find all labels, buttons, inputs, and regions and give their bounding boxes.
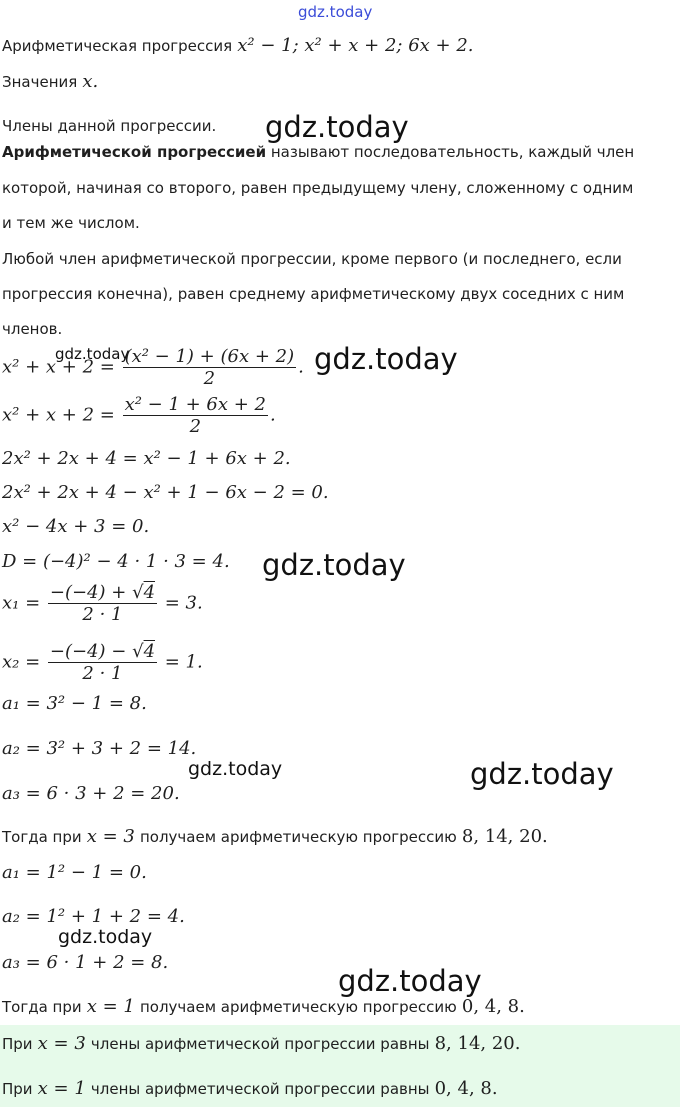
step-2-end: . <box>270 404 276 426</box>
case-1-line <box>2 826 548 847</box>
case-1-text-1: Тогда при <box>2 828 82 846</box>
answer-line-1 <box>2 1033 520 1054</box>
case-2-line <box>2 996 525 1017</box>
definition-term: Арифметической прогрессией <box>2 143 267 161</box>
fraction-denominator: 2 <box>123 415 268 437</box>
definition-line-2: которой, начиная со второго, равен предыдущему члену, сложенному с одним <box>2 179 634 197</box>
fraction-numerator <box>48 582 157 603</box>
watermark-top: gdz.today <box>298 3 373 21</box>
watermark: gdz.today <box>338 964 482 998</box>
case-2-text-1: Тогда при <box>2 998 82 1016</box>
step-3: 2x² + 2x + 4 = x² − 1 + 6x + 2. <box>2 448 291 469</box>
fraction-denominator: 2 · 1 <box>48 662 157 684</box>
watermark: gdz.today <box>58 926 153 948</box>
find-line-1 <box>2 71 98 92</box>
definition-line-1 <box>2 143 634 161</box>
answer-1-text-2: члены арифметической прогрессии равны <box>90 1035 430 1053</box>
step-8-rhs: = 1. <box>164 651 203 673</box>
step-2-lhs: x² + x + 2 = <box>2 404 115 426</box>
fraction-numerator <box>48 641 157 662</box>
answer-1-text-1: При <box>2 1035 33 1053</box>
given-formula: x² − 1; x² + x + 2; 6x + 2. <box>237 35 474 56</box>
definition-rest: называют последовательность, каждый член <box>270 143 635 161</box>
step-7 <box>2 582 203 625</box>
step-10: a₂ = 3² + 3 + 2 = 14. <box>2 738 197 759</box>
step-6: D = (−4)² − 4 · 1 · 3 = 4. <box>2 551 230 572</box>
step-7-fraction <box>48 582 157 625</box>
fraction-denominator: 2 <box>123 367 297 389</box>
find-var: x. <box>82 71 99 92</box>
watermark: gdz.today <box>55 345 130 363</box>
given-prefix: Арифметическая прогрессия <box>2 37 233 55</box>
watermark: gdz.today <box>470 757 614 791</box>
watermark: gdz.today <box>188 758 283 780</box>
step-11: a₃ = 6 · 3 + 2 = 20. <box>2 783 180 804</box>
step-4: 2x² + 2x + 4 − x² + 1 − 6x − 2 = 0. <box>2 482 329 503</box>
step-5: x² − 4x + 3 = 0. <box>2 516 150 537</box>
fraction-denominator: 2 · 1 <box>48 603 157 625</box>
step-1-lhs: x² + x + 2 = <box>2 356 115 378</box>
numerator-part: −(−4) + √ <box>49 582 144 603</box>
fraction-numerator: x² − 1 + 6x + 2 <box>124 394 267 415</box>
answer-2-sequence: 0, 4, 8. <box>434 1078 498 1099</box>
watermark: gdz.today <box>265 110 409 144</box>
fraction-numerator: (x² − 1) + (6x + 2) <box>124 346 295 367</box>
radicand: 4 <box>143 641 156 662</box>
case-2-sequence: 0, 4, 8. <box>461 996 525 1017</box>
step-7-rhs: = 3. <box>164 592 203 614</box>
step-7-lhs: x₁ = <box>2 592 41 614</box>
case-1-sequence: 8, 14, 20. <box>461 826 548 847</box>
step-1 <box>2 346 304 389</box>
case-1-condition: x = 3 <box>86 826 135 847</box>
step-8 <box>2 641 203 684</box>
property-line-3: членов. <box>2 320 63 338</box>
given-line <box>2 35 474 56</box>
watermark: gdz.today <box>314 342 458 376</box>
case-2-text-2: получаем арифметическую прогрессию <box>139 998 457 1016</box>
case-1-text-2: получаем арифметическую прогрессию <box>139 828 457 846</box>
radicand: 4 <box>143 582 156 603</box>
answer-1-condition: x = 3 <box>37 1033 86 1054</box>
step-1-fraction <box>123 346 297 389</box>
find-label-1: Значения <box>2 73 78 91</box>
case-2-condition: x = 1 <box>86 996 135 1017</box>
step2-3: a₃ = 6 · 1 + 2 = 8. <box>2 952 169 973</box>
answer-2-text-2: члены арифметической прогрессии равны <box>90 1080 430 1098</box>
step-1-end: . <box>298 356 304 378</box>
answer-line-2 <box>2 1078 498 1099</box>
answer-2-text-1: При <box>2 1080 33 1098</box>
step2-2: a₂ = 1² + 1 + 2 = 4. <box>2 906 185 927</box>
step-2-fraction <box>123 394 268 437</box>
property-line-1: Любой член арифметической прогрессии, кроме первого (и последнего, если <box>2 250 622 268</box>
step-9: a₁ = 3² − 1 = 8. <box>2 693 147 714</box>
find-line-2: Члены данной прогрессии. <box>2 117 217 135</box>
step-8-fraction <box>48 641 157 684</box>
property-line-2: прогрессия конечна), равен среднему арифметическому двух соседних с ним <box>2 285 625 303</box>
answer-2-condition: x = 1 <box>37 1078 86 1099</box>
step2-1: a₁ = 1² − 1 = 0. <box>2 862 147 883</box>
watermark: gdz.today <box>262 548 406 582</box>
answer-1-sequence: 8, 14, 20. <box>434 1033 521 1054</box>
step-8-lhs: x₂ = <box>2 651 41 673</box>
numerator-part: −(−4) − √ <box>49 641 144 662</box>
step-2 <box>2 394 276 437</box>
definition-line-3: и тем же числом. <box>2 214 140 232</box>
